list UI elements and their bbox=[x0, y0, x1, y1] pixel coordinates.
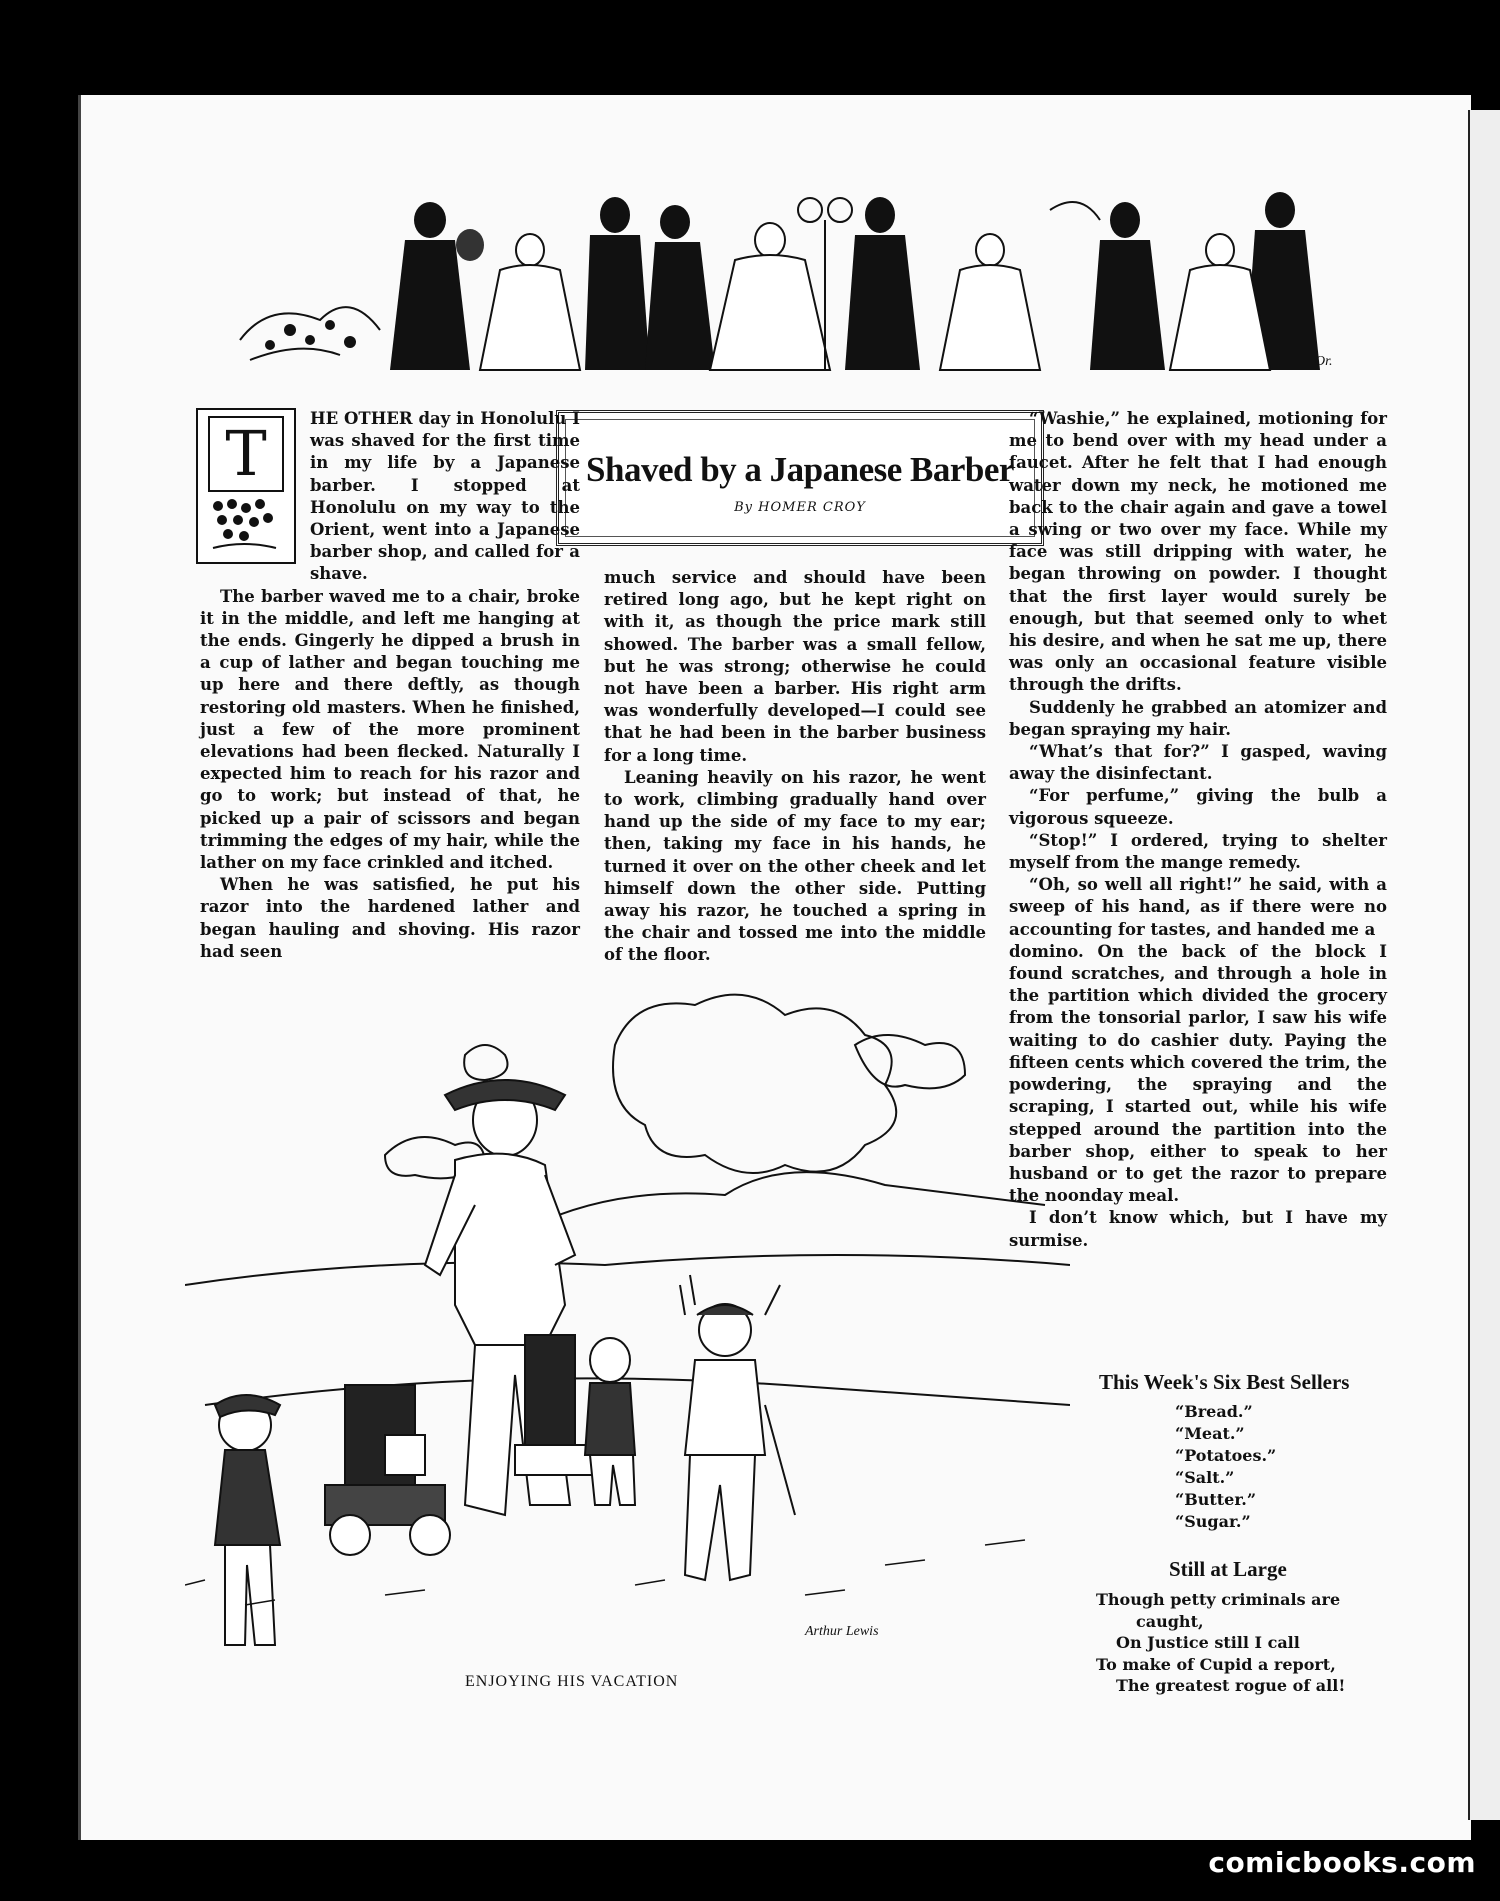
col3-paragraph-7: domino. On the back of the block I found scratches, and through a hole in the partition which divided the grocery from the tonsorial parlor, I saw his wife waiting to do cashier duty. Paying the fifteen cents which covered the trim, the powdering, the spraying and the scraping, I started out, while his wife stepped around the partition into the barber shop, either to speak to her husband or to get the razor to prepare the noonday meal. bbox=[1009, 941, 1387, 1206]
col1-paragraph-1: HE OTHER day in Honolulu I was shaved for the first time in my life by a Japanese barber. I stopped at Honolulu on my way to the Orient, went into a Japanese barber shop, and called for a shave. bbox=[310, 409, 580, 584]
list-item: “Meat.” bbox=[1175, 1424, 1245, 1443]
next-page-edge bbox=[1468, 110, 1500, 1820]
col3-paragraph-6: “Oh, so well all right!” he said, with a sweep of his hand, as if there were no accounting for tastes, and handed me a bbox=[1009, 875, 1387, 939]
list-item: “Sugar.” bbox=[1175, 1512, 1251, 1531]
article-title-box bbox=[556, 410, 1044, 546]
header-illustration bbox=[230, 190, 1380, 375]
article-title: Shaved by a Japanese Barber bbox=[586, 450, 1014, 489]
col1-paragraph-2: The barber waved me to a chair, broke it in the middle, and left me hanging at the ends. Gingerly he dipped a brush in a cup of lather and began touching me up here and there deftly, as though restoring old masters. When he finished, just a few of the more prominent elevations had been flecked. Naturally I expected him to reach for his razor and go to work; but instead of that, he picked up a pair of scissors and began trimming the edges of my hair, while the lather on my face crinkled and itched. bbox=[200, 586, 580, 873]
poem-line: The greatest rogue of all! bbox=[1116, 1676, 1346, 1695]
poem-line: caught, bbox=[1136, 1611, 1204, 1631]
dropcap-ornament bbox=[208, 496, 280, 554]
list-item: “Bread.” bbox=[1175, 1402, 1253, 1421]
poem-line: Though petty criminals are bbox=[1096, 1590, 1341, 1609]
dropcap-box bbox=[196, 408, 296, 564]
col2-paragraph-2: Leaning heavily on his razor, he went to work, climbing gradually hand over hand up the side of my face to my ear; then, taking my face in his hands, he turned it over on the other cheek and let himself down the other side. Putting away his razor, he touched a spring in the chair and tossed me into the middle of the floor. bbox=[604, 767, 986, 965]
svg-text:Or.: Or. bbox=[1315, 354, 1333, 369]
bestsellers-heading: This Week's Six Best Sellers bbox=[1099, 1370, 1350, 1394]
col3-paragraph-2: Suddenly he grabbed an atomizer and began spraying my hair. bbox=[1009, 697, 1387, 739]
poem-line: On Justice still I call bbox=[1116, 1633, 1300, 1652]
byline: By HOMER CROY bbox=[734, 500, 866, 515]
col3-paragraph-1: “Washie,” he explained, motioning for me to bend over with my head under a faucet. After he felt that I had enough water down my neck, he motioned me back to the chair again and gave a towel a swing or two over my face. While my face was still dripping with water, he began throwing on powder. I thought that the first layer would surely be enough, but that seemed only to whet his desire, and when he sat me up, there was only an occasional feature visible through the drifts. bbox=[1009, 409, 1387, 695]
poem-heading: Still at Large bbox=[1169, 1557, 1287, 1581]
poem bbox=[1096, 1589, 1386, 1697]
dropcap-letter: T bbox=[208, 416, 284, 492]
list-item: “Potatoes.” bbox=[1175, 1446, 1277, 1465]
list-item: “Butter.” bbox=[1175, 1490, 1257, 1509]
poem-line: To make of Cupid a report, bbox=[1096, 1654, 1336, 1674]
site-watermark: comicbooks.com bbox=[1208, 1846, 1476, 1879]
column-2 bbox=[604, 567, 986, 967]
col3-paragraph-8: I don’t know which, but I have my surmise. bbox=[1009, 1208, 1387, 1250]
illustration-caption: ENJOYING HIS VACATION bbox=[465, 1673, 679, 1690]
column-1 bbox=[200, 408, 580, 963]
golf-vacation-illustration bbox=[185, 985, 1070, 1675]
col3-paragraph-3: “What’s that for?” I gasped, waving away the disinfectant. bbox=[1009, 742, 1387, 784]
col1-paragraph-3: When he was satisfied, he put his razor into the hardened lather and began hauling and shoving. His razor had seen bbox=[200, 875, 580, 961]
svg-text:Arthur Lewis: Arthur Lewis bbox=[805, 1624, 879, 1639]
bestsellers-list bbox=[1175, 1401, 1276, 1533]
col3-paragraph-4: “For perfume,” giving the bulb a vigorous squeeze. bbox=[1009, 786, 1387, 828]
col2-paragraph-1: much service and should have been retired long ago, but he kept right on with it, as though the price mark still showed. The barber was a small fellow, but he was strong; otherwise he could not have been a barber. His right arm was wonderfully developed—I could see that he had been in the barber business for a long time. bbox=[604, 568, 986, 765]
list-item: “Salt.” bbox=[1175, 1468, 1235, 1487]
col3-paragraph-5: “Stop!” I ordered, trying to shelter myself from the mange remedy. bbox=[1009, 830, 1387, 873]
